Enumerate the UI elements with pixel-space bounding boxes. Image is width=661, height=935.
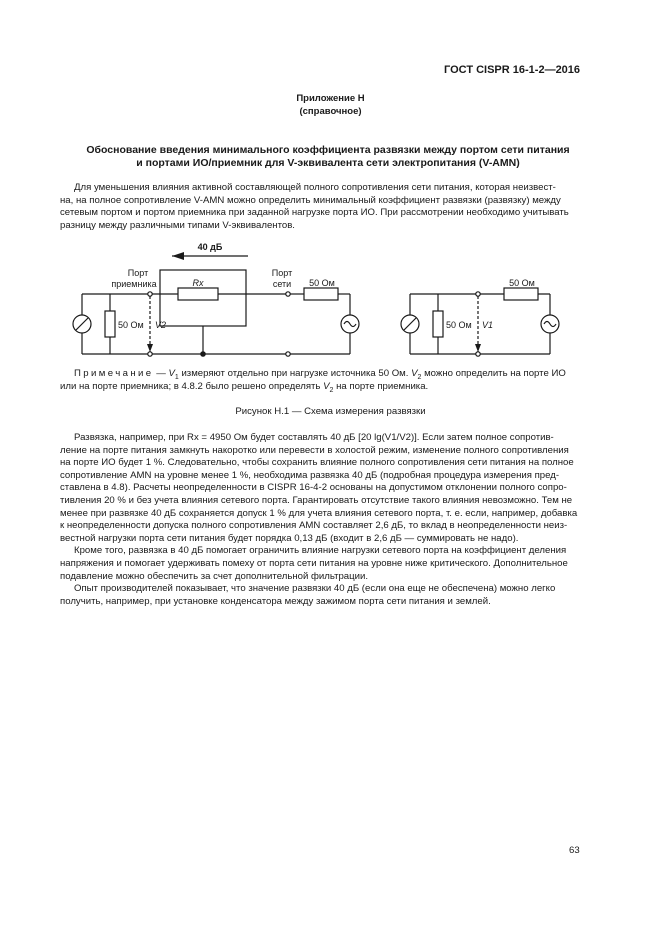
intro-line: сетевым портом и портом приемника при заданной нагрузке порта ИО. При рассмотрении необходимо учитывать: [60, 207, 569, 219]
resistor-50-ohm-icon: [504, 288, 538, 300]
rx-label: Rx: [192, 278, 204, 288]
annex-type: (справочное): [299, 106, 362, 117]
body-line: Развязка, например, при Rx = 4950 Ом будет составлять 40 дБ [20 lg(V1/V2)]. Если затем полное сопротив-: [74, 432, 554, 443]
intro-paragraph: [60, 182, 583, 232]
port-receiver-label: Порт: [127, 268, 149, 278]
note-text: —: [153, 368, 169, 379]
section-title-line1: Обоснование введения минимального коэффициента развязки между портом сети питания: [86, 144, 570, 156]
note-sub: 1: [174, 373, 179, 381]
figure-note-line2: [60, 381, 583, 398]
resistor-rx-icon: [178, 288, 218, 300]
arrow-head: [172, 252, 184, 260]
note-text: на порте приемника.: [333, 381, 429, 392]
body-line: ление на порте питания замкнуть накоротко или перевести в холостой режим, изменение полного сопротивления: [60, 444, 569, 456]
body-line: тивления 20 % и без учета влияния сетевого порта. Гарантировать отсутствие такого влияния невозможно. Тем не: [60, 494, 573, 506]
note-sub: 2: [417, 373, 422, 381]
body-line: Опыт производителей показывает, что значение развязки 40 дБ (если она еще не обеспечена) можно легко: [74, 583, 556, 595]
body-line: к неопределенности допуска полного сопротивления AMN составляет 2,6 дБ, то вклад в неопределенности неиз-: [60, 520, 568, 532]
resistor-50-ohm-icon: [105, 311, 115, 337]
port-network-label: Порт: [271, 268, 293, 278]
body-paragraph: [60, 432, 583, 608]
body-line: сопротивление AMN на уровне менее 1 %, необходима развязка 40 дБ (подробная процедура измерения пред-: [60, 469, 560, 481]
resistor-50-ohm-icon: [433, 311, 443, 337]
ohm50-label: 50 Ом: [446, 320, 472, 330]
note-sub: 2: [329, 386, 334, 394]
body-line: подавление можно обеспечить за счет дополнительной фильтрации.: [60, 570, 369, 582]
page-number: 63: [569, 845, 580, 856]
body-line: получить, например, при установке конденсатора между зажимом порта сети питания и землей.: [60, 595, 491, 607]
v2-label: V2: [155, 320, 167, 330]
note-prefix: Примечание: [74, 368, 154, 379]
standard-header: ГОСТ CISPR 16-1-2—2016: [444, 64, 581, 76]
port-network-label: сети: [272, 279, 292, 289]
ohm50-label: 50 Ом: [309, 278, 335, 288]
note-var: V: [411, 368, 418, 379]
body-line: на порте ИО будет 1 %. Следовательно, чтобы сохранить влияние полного сопротивления сети питания на полное: [60, 457, 574, 469]
note-text: можно определить на порте ИО: [421, 368, 566, 379]
body-line: ставлена в 4.8). Расчеты неопределенности в CISPR 16-4-2 основаны на допустимом отклонении полного сопро-: [60, 482, 567, 494]
arrow-label: 40 дБ: [197, 242, 223, 252]
section-title-line2: и портами ИО/приемник для V-эквивалента сети электропитания (V-AMN): [136, 157, 520, 169]
intro-line: разницу между различными типами V-эквивалентов.: [60, 219, 295, 231]
figure-caption: Рисунок Н.1 — Схема измерения развязки: [235, 406, 426, 417]
isolation-circuit-diagram: [60, 236, 580, 366]
body-line: вестной нагрузки порта сети питания будет порядка 0,13 дБ (входит в 2,6 дБ — суммировать не надо).: [60, 532, 519, 544]
note-var: V: [323, 381, 330, 392]
note-var: V: [168, 368, 175, 379]
intro-line: на, на полное сопротивление V-AMN можно определить минимальный коэффициент развязки (развязку) между: [60, 194, 561, 206]
annex-label: Приложение Н: [296, 93, 365, 104]
resistor-50-ohm-icon: [304, 288, 338, 300]
note-text: или на порте приемника; в 4.8.2 было решено определять: [60, 381, 324, 392]
intro-line: Для уменьшения влияния активной составляющей полного сопротивления сети питания, которая неизвест-: [74, 182, 556, 193]
v1-label: V1: [482, 320, 494, 330]
body-line: Кроме того, развязка в 40 дБ помогает ограничить влияние нагрузки сетевого порта на коэффициент деления: [74, 545, 567, 557]
ohm50-label: 50 Ом: [118, 320, 144, 330]
body-line: менее при развязке 40 дБ сохраняется допуск 1 % для учета влияния сетевого порта, т. е. если, например, добавка: [60, 507, 578, 519]
note-text: измеряют отдельно при нагрузке источника 50 Ом.: [178, 368, 412, 379]
port-receiver-label: приемника: [111, 279, 157, 289]
body-line: напряжения и помогает удерживать помеху от порта сети питания на уровне ниже критического. Дополнительное: [60, 557, 568, 569]
ohm50-label: 50 Ом: [509, 278, 535, 288]
